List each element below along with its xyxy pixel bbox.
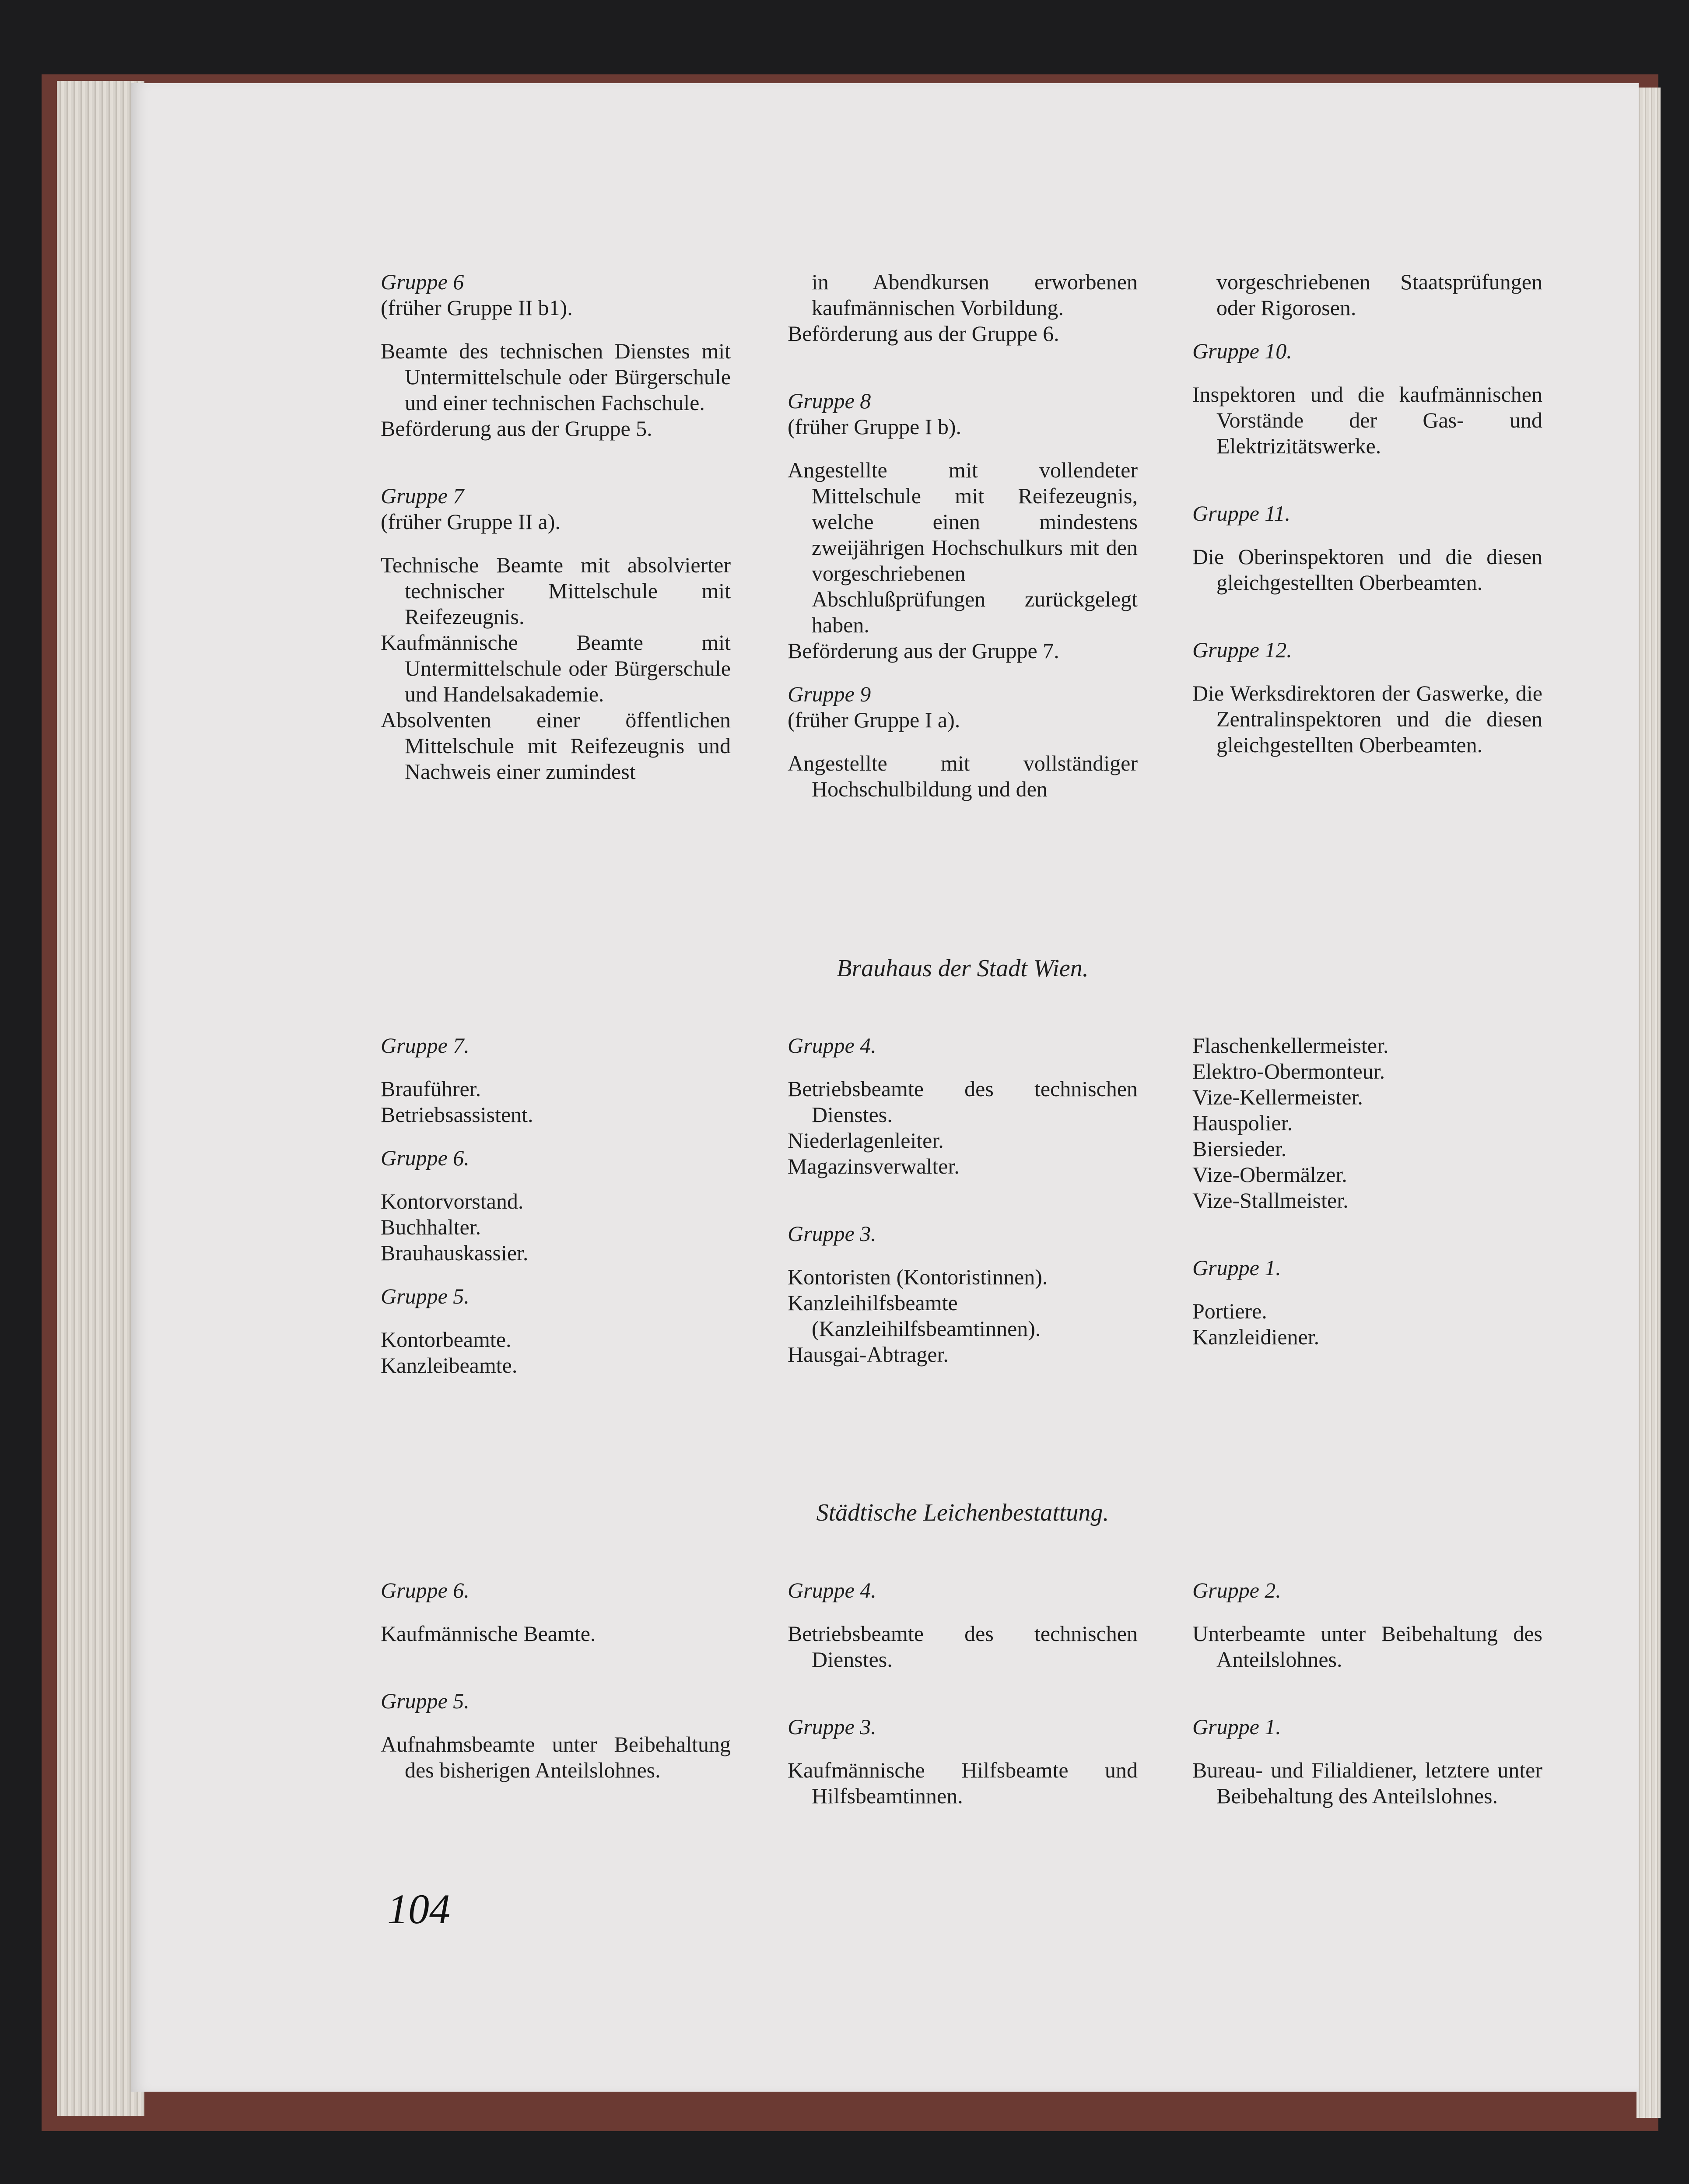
group-heading: Gruppe 4. [788,1033,876,1058]
entry: Hauspolier. [1192,1111,1293,1135]
entry: Kanzleihilfsbeamte (Kanzleihilfsbeamtinnen). [788,1290,1041,1341]
entry: Beförderung aus der Gruppe 5. [381,416,652,441]
group-heading: Gruppe 11. [1192,501,1291,526]
group-heading: Gruppe 10. [1192,339,1292,363]
entry-continuation: in Abendkursen erworbenen kaufmännischen Vorbildung. [812,270,1138,320]
group-subheading: (früher Gruppe I b). [788,414,962,439]
group-heading: Gruppe 6. [381,1578,470,1602]
s3-column-3 [1192,1578,1542,1809]
entry: Vize-Obermälzer. [1192,1162,1347,1187]
group-heading: Gruppe 5. [381,1284,470,1308]
s1-column-2 [788,269,1138,802]
entry: Kaufmännische Beamte mit Untermittelschule oder Bürgerschule und Handelsakademie. [381,630,731,706]
group-heading: Gruppe 1. [1192,1714,1281,1739]
entry: Kanzleibeamte. [381,1353,518,1378]
entry: Betriebsassistent. [381,1102,533,1127]
section-title: Brauhaus der Stadt Wien. [837,955,1089,982]
group-heading: Gruppe 7. [381,1033,470,1058]
entry: Beamte des technischen Dienstes mit Untermittelschule oder Bürgerschule und einer technischen Fachschule. [381,339,731,415]
group-heading: Gruppe 3. [788,1221,876,1246]
entry-continuation: vorgeschriebenen Staatsprüfungen oder Rigorosen. [1216,270,1542,320]
group-heading: Gruppe 12. [1192,638,1292,662]
entry: Aufnahmsbeamte unter Beibehaltung des bisherigen Anteilslohnes. [381,1732,731,1782]
entry: Portiere. [1192,1299,1267,1323]
entry: Magazinsverwalter. [788,1154,960,1178]
group-heading: Gruppe 9 [788,682,871,706]
entry: Brauführer. [381,1076,481,1101]
group-heading: Gruppe 5. [381,1689,470,1713]
group-heading: Gruppe 3. [788,1714,876,1739]
group-heading: Gruppe 2. [1192,1578,1281,1602]
group-heading: Gruppe 7 [381,484,464,508]
group-heading: Gruppe 6 [381,270,464,294]
entry: Angestellte mit vollständiger Hochschulbildung und den [788,751,1138,801]
entry: Inspektoren und die kaufmännischen Vorstände der Gas- und Elektrizitätswerke. [1192,382,1542,458]
page-edges-right [1636,88,1661,2118]
entry: Flaschenkellermeister. [1192,1033,1389,1058]
entry: Biersieder. [1192,1136,1287,1161]
s3-column-2 [788,1578,1138,1809]
entry: Niederlagenleiter. [788,1128,944,1153]
s3-column-1 [381,1578,731,1783]
group-heading: Gruppe 4. [788,1578,876,1602]
s1-column-1 [381,269,731,785]
group-subheading: (früher Gruppe II b1). [381,295,573,320]
entry: Buchhalter. [381,1215,481,1239]
entry: Unterbeamte unter Beibehaltung des Anteilslohnes. [1192,1621,1542,1672]
entry: Betriebsbeamte des technischen Dienstes. [788,1076,1138,1127]
entry: Kontorbeamte. [381,1327,512,1352]
s2-column-2 [788,1033,1138,1367]
group-subheading: (früher Gruppe I a). [788,708,960,732]
entry: Kaufmännische Hilfsbeamte und Hilfsbeamtinnen. [788,1758,1138,1808]
group-subheading: (früher Gruppe II a). [381,509,561,534]
entry: Die Oberinspektoren und die diesen gleichgestellten Oberbeamten. [1192,544,1542,595]
entry: Technische Beamte mit absolvierter technischer Mittelschule mit Reifezeugnis. [381,553,731,629]
entry: Bureau- und Filialdiener, letztere unter Beibehaltung des Anteilslohnes. [1192,1758,1542,1808]
s2-column-1 [381,1033,731,1378]
section-title: Städtische Leichenbestattung. [816,1499,1109,1526]
group-heading: Gruppe 6. [381,1146,470,1170]
entry: Beförderung aus der Gruppe 6. [788,321,1059,346]
entry: Hausgai-Abtrager. [788,1342,949,1367]
entry: Kontorvorstand. [381,1189,524,1213]
entry: Die Werksdirektoren der Gaswerke, die Zentralinspektoren und die diesen gleichgestellten Oberbeamten. [1192,681,1542,757]
entry: Kontoristen (Kontoristinnen). [788,1265,1048,1289]
entry: Beförderung aus der Gruppe 7. [788,638,1059,663]
entry: Brauhauskassier. [381,1241,529,1265]
entry: Angestellte mit vollendeter Mittelschule mit Reifezeugnis, welche einen mindestens zweijährigen Hochschulkurs mit den vorgeschriebenen Abschlußprüfungen zurückgelegt haben. [788,458,1138,637]
entry: Elektro-Obermonteur. [1192,1059,1385,1083]
entry: Vize-Stallmeister. [1192,1188,1349,1213]
s1-column-3 [1192,269,1542,758]
group-heading: Gruppe 8 [788,389,871,413]
entry: Vize-Kellermeister. [1192,1085,1363,1109]
entry: Betriebsbeamte des technischen Dienstes. [788,1621,1138,1672]
page-number: 104 [387,1886,450,1932]
entry: Absolventen einer öffentlichen Mittelschule mit Reifezeugnis und Nachweis einer zumindest [381,708,731,784]
group-heading: Gruppe 1. [1192,1255,1281,1280]
entry: Kanzleidiener. [1192,1325,1320,1349]
s2-column-3 [1192,1033,1542,1350]
entry: Kaufmännische Beamte. [381,1621,596,1646]
